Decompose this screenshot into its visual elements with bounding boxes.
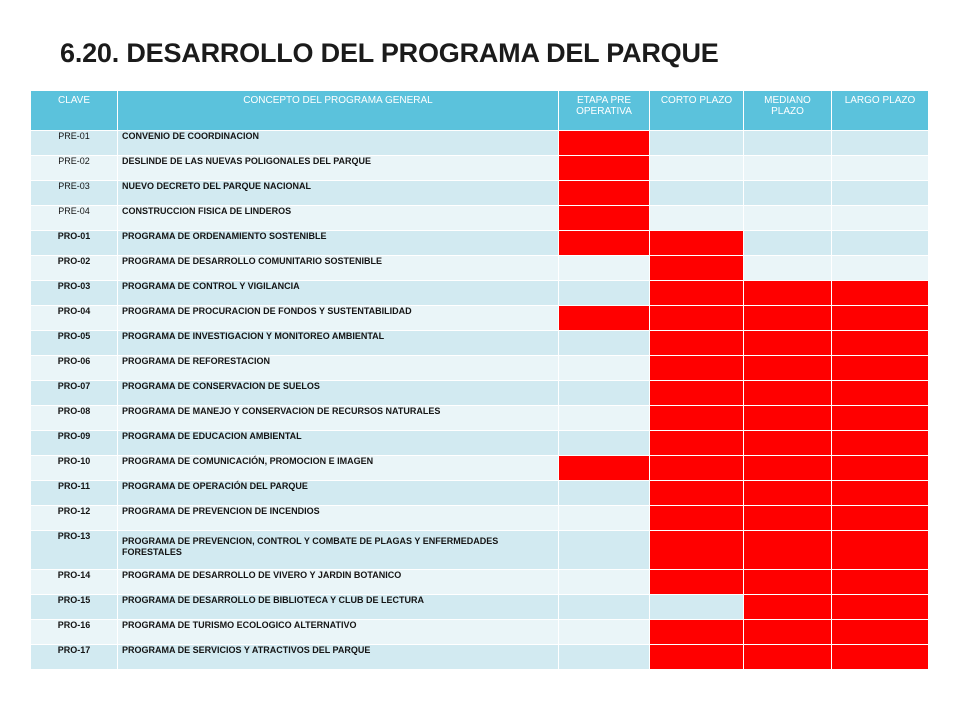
cell-pre	[559, 131, 650, 156]
cell-pre	[559, 645, 650, 670]
row-key: PRO-11	[31, 481, 118, 506]
row-concept: PROGRAMA DE MANEJO Y CONSERVACION DE RECURSOS NATURALES	[118, 406, 559, 431]
cell-pre	[559, 231, 650, 256]
cell-largo	[832, 331, 929, 356]
cell-pre	[559, 406, 650, 431]
cell-corto	[650, 620, 744, 645]
table-row	[31, 595, 929, 620]
cell-largo	[832, 281, 929, 306]
cell-mediano	[744, 531, 832, 570]
row-concept: PROGRAMA DE PREVENCION DE INCENDIOS	[118, 506, 559, 531]
row-key: PRO-06	[31, 356, 118, 381]
cell-pre	[559, 595, 650, 620]
cell-mediano	[744, 356, 832, 381]
cell-largo	[832, 645, 929, 670]
row-concept: PROGRAMA DE SERVICIOS Y ATRACTIVOS DEL PARQUE	[118, 645, 559, 670]
row-concept: PROGRAMA DE PREVENCION, CONTROL Y COMBATE DE PLAGAS Y ENFERMEDADES FORESTALES	[118, 531, 559, 570]
row-concept: DESLINDE DE LAS NUEVAS POLIGONALES DEL PARQUE	[118, 156, 559, 181]
cell-pre	[559, 306, 650, 331]
table-row	[31, 620, 929, 645]
table-row	[31, 531, 929, 570]
row-key: PRE-03	[31, 181, 118, 206]
cell-largo	[832, 181, 929, 206]
cell-corto	[650, 331, 744, 356]
cell-pre	[559, 281, 650, 306]
cell-corto	[650, 306, 744, 331]
cell-pre	[559, 256, 650, 281]
row-key: PRO-09	[31, 431, 118, 456]
table-row	[31, 181, 929, 206]
row-concept: NUEVO DECRETO DEL PARQUE NACIONAL	[118, 181, 559, 206]
cell-mediano	[744, 506, 832, 531]
cell-mediano	[744, 570, 832, 595]
row-key: PRO-08	[31, 406, 118, 431]
header-largo-plazo: LARGO PLAZO	[832, 91, 929, 131]
cell-pre	[559, 506, 650, 531]
cell-corto	[650, 131, 744, 156]
row-key: PRE-04	[31, 206, 118, 231]
row-concept: PROGRAMA DE DESARROLLO DE VIVERO Y JARDIN BOTANICO	[118, 570, 559, 595]
row-key: PRO-17	[31, 645, 118, 670]
row-key: PRO-14	[31, 570, 118, 595]
row-concept: PROGRAMA DE DESARROLLO COMUNITARIO SOSTENIBLE	[118, 256, 559, 281]
cell-mediano	[744, 406, 832, 431]
cell-largo	[832, 231, 929, 256]
cell-corto	[650, 406, 744, 431]
cell-corto	[650, 645, 744, 670]
cell-corto	[650, 206, 744, 231]
table-row	[31, 306, 929, 331]
row-key: PRO-04	[31, 306, 118, 331]
row-concept: PROGRAMA DE OPERACIÓN DEL PARQUE	[118, 481, 559, 506]
cell-largo	[832, 131, 929, 156]
table-header-row	[31, 91, 929, 131]
row-concept: PROGRAMA DE INVESTIGACION Y MONITOREO AMBIENTAL	[118, 331, 559, 356]
row-key: PRO-15	[31, 595, 118, 620]
header-corto-plazo: CORTO PLAZO	[650, 91, 744, 131]
cell-pre	[559, 481, 650, 506]
cell-pre	[559, 181, 650, 206]
row-concept: PROGRAMA DE CONTROL Y VIGILANCIA	[118, 281, 559, 306]
cell-pre	[559, 570, 650, 595]
cell-corto	[650, 595, 744, 620]
cell-largo	[832, 156, 929, 181]
cell-mediano	[744, 620, 832, 645]
cell-largo	[832, 431, 929, 456]
cell-corto	[650, 381, 744, 406]
header-clave: CLAVE	[31, 91, 118, 131]
cell-mediano	[744, 156, 832, 181]
row-key: PRE-01	[31, 131, 118, 156]
cell-mediano	[744, 481, 832, 506]
table-row	[31, 381, 929, 406]
row-concept: PROGRAMA DE REFORESTACION	[118, 356, 559, 381]
row-key: PRO-01	[31, 231, 118, 256]
table-row	[31, 156, 929, 181]
cell-largo	[832, 620, 929, 645]
table-row	[31, 356, 929, 381]
table-row	[31, 506, 929, 531]
cell-pre	[559, 156, 650, 181]
cell-corto	[650, 256, 744, 281]
cell-corto	[650, 181, 744, 206]
row-key: PRO-05	[31, 331, 118, 356]
row-key: PRO-02	[31, 256, 118, 281]
row-key: PRO-07	[31, 381, 118, 406]
cell-pre	[559, 620, 650, 645]
cell-corto	[650, 431, 744, 456]
cell-mediano	[744, 306, 832, 331]
cell-corto	[650, 456, 744, 481]
cell-pre	[559, 381, 650, 406]
header-etapa-pre-operativa: ETAPA PRE OPERATIVA	[559, 91, 650, 131]
cell-pre	[559, 331, 650, 356]
row-key: PRO-10	[31, 456, 118, 481]
row-key: PRO-03	[31, 281, 118, 306]
cell-mediano	[744, 206, 832, 231]
cell-pre	[559, 206, 650, 231]
cell-corto	[650, 356, 744, 381]
cell-mediano	[744, 181, 832, 206]
table-row	[31, 131, 929, 156]
cell-mediano	[744, 456, 832, 481]
cell-pre	[559, 356, 650, 381]
table-row	[31, 406, 929, 431]
cell-largo	[832, 506, 929, 531]
row-key: PRO-16	[31, 620, 118, 645]
cell-pre	[559, 456, 650, 481]
cell-mediano	[744, 256, 832, 281]
table-row	[31, 431, 929, 456]
table-row	[31, 256, 929, 281]
header-mediano-plazo: MEDIANO PLAZO	[744, 91, 832, 131]
row-concept: PROGRAMA DE DESARROLLO DE BIBLIOTECA Y CLUB DE LECTURA	[118, 595, 559, 620]
cell-corto	[650, 531, 744, 570]
cell-corto	[650, 481, 744, 506]
cell-largo	[832, 570, 929, 595]
cell-pre	[559, 531, 650, 570]
cell-largo	[832, 406, 929, 431]
cell-largo	[832, 595, 929, 620]
table-row	[31, 456, 929, 481]
table-row	[31, 331, 929, 356]
cell-corto	[650, 570, 744, 595]
row-key: PRE-02	[31, 156, 118, 181]
cell-mediano	[744, 595, 832, 620]
cell-mediano	[744, 331, 832, 356]
cell-mediano	[744, 431, 832, 456]
table-row	[31, 645, 929, 670]
row-key: PRO-13	[31, 531, 118, 570]
row-concept: PROGRAMA DE COMUNICACIÓN, PROMOCION E IMAGEN	[118, 456, 559, 481]
cell-mediano	[744, 645, 832, 670]
cell-largo	[832, 531, 929, 570]
row-concept: PROGRAMA DE PROCURACION DE FONDOS Y SUSTENTABILIDAD	[118, 306, 559, 331]
page-title: 6.20. DESARROLLO DEL PROGRAMA DEL PARQUE	[60, 38, 719, 68]
cell-mediano	[744, 131, 832, 156]
cell-largo	[832, 456, 929, 481]
cell-mediano	[744, 281, 832, 306]
row-concept: PROGRAMA DE EDUCACION AMBIENTAL	[118, 431, 559, 456]
cell-largo	[832, 206, 929, 231]
table-row	[31, 281, 929, 306]
row-concept: PROGRAMA DE ORDENAMIENTO SOSTENIBLE	[118, 231, 559, 256]
row-concept: PROGRAMA DE TURISMO ECOLOGICO ALTERNATIVO	[118, 620, 559, 645]
header-concepto: CONCEPTO DEL PROGRAMA GENERAL	[118, 91, 559, 131]
table-row	[31, 570, 929, 595]
cell-largo	[832, 381, 929, 406]
row-concept: PROGRAMA DE CONSERVACION DE SUELOS	[118, 381, 559, 406]
program-table	[30, 90, 929, 670]
cell-largo	[832, 356, 929, 381]
cell-pre	[559, 431, 650, 456]
cell-largo	[832, 256, 929, 281]
cell-corto	[650, 231, 744, 256]
row-concept: CONSTRUCCION FISICA DE LINDEROS	[118, 206, 559, 231]
table-row	[31, 231, 929, 256]
cell-mediano	[744, 231, 832, 256]
table-row	[31, 481, 929, 506]
cell-mediano	[744, 381, 832, 406]
row-concept: CONVENIO DE COORDINACION	[118, 131, 559, 156]
row-key: PRO-12	[31, 506, 118, 531]
cell-largo	[832, 306, 929, 331]
table-row	[31, 206, 929, 231]
cell-corto	[650, 156, 744, 181]
cell-largo	[832, 481, 929, 506]
cell-corto	[650, 506, 744, 531]
cell-corto	[650, 281, 744, 306]
